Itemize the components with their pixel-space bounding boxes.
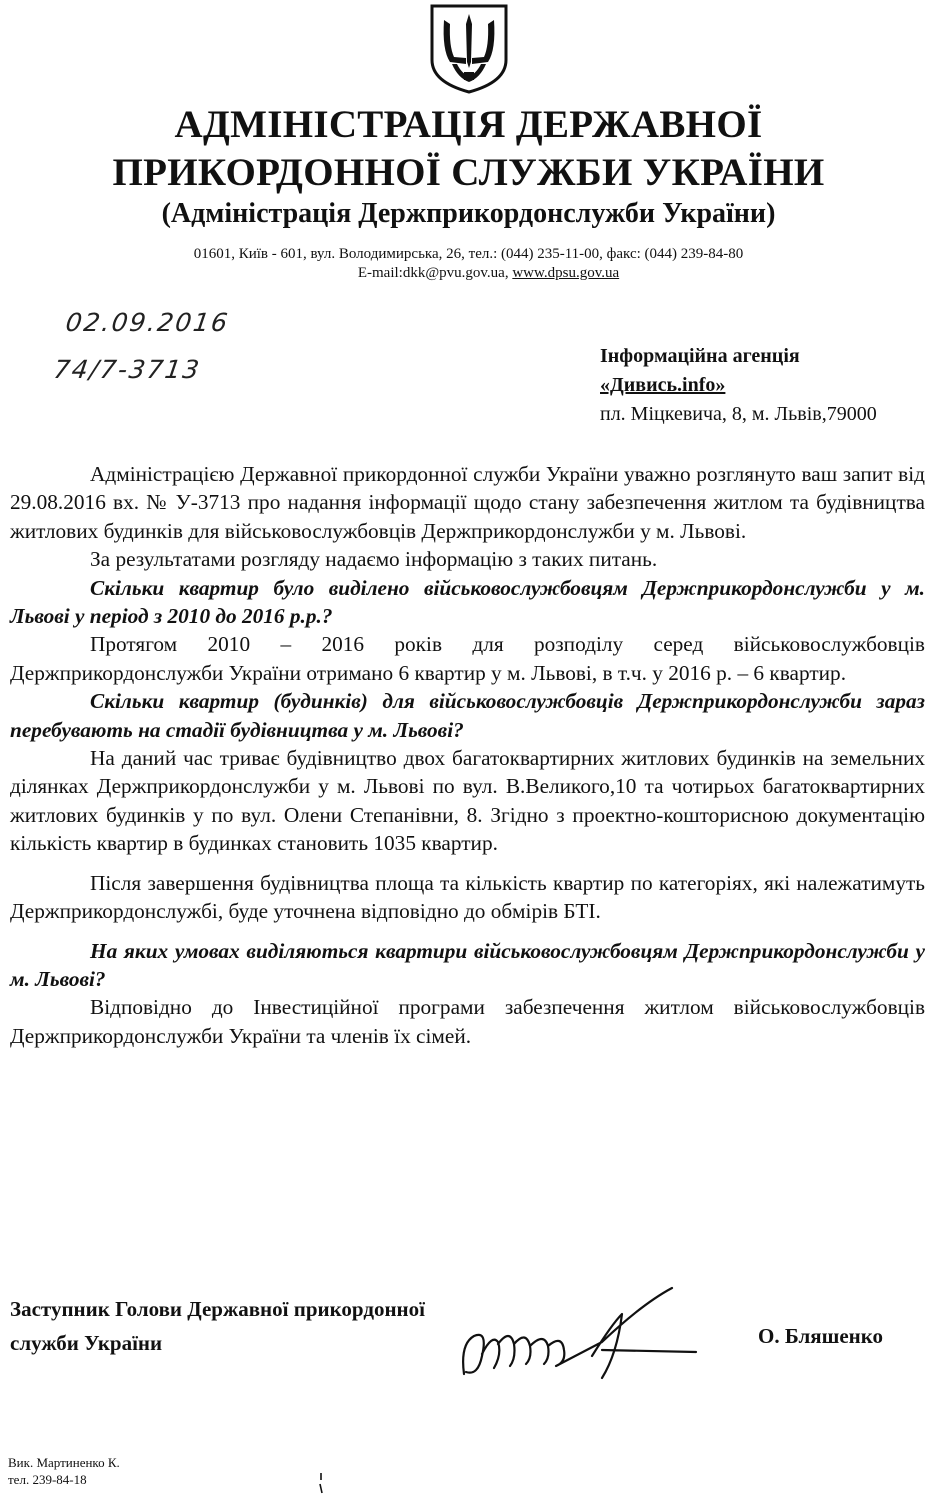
org-title-line1: АДМІНІСТРАЦІЯ ДЕРЖАВНОЇ <box>174 103 763 146</box>
email-link[interactable]: dkk@pvu.gov.ua <box>402 265 505 281</box>
paragraph-intro: Адміністрацією Державної прикордонної служби України уважно розглянуто ваш запит від 29.08.2016 вх. № У-3713 про надання інформації щодо стану забезпечення житлом та будівництва житлових будинків для військовослужбовців Держприкордонслужби у м. Львові. <box>10 462 925 543</box>
position-line2: служби України <box>10 1331 163 1355</box>
executor-phone: тел. 239-84-18 <box>8 1472 87 1487</box>
recipient-name: Інформаційна агенція <box>600 345 800 367</box>
trident-coat-of-arms-icon <box>428 2 510 94</box>
org-title-line2: ПРИКОРДОННОЇ СЛУЖБИ УКРАЇНИ <box>112 151 825 194</box>
address-line: 01601, Київ - 601, вул. Володимирська, 26, тел.: (044) 235-11-00, факс: (044) 239-84-80 <box>193 246 744 262</box>
answer-3: Після завершення будівництва площа та кількість квартир по категоріях, які належатимуть Держприкордонслужбі, буде уточнена відповідно до обмірів БТІ. <box>10 870 925 924</box>
org-short-title: (Адміністрація Держприкордонслужби України) <box>161 198 776 229</box>
registration-number: 74/7-3713 <box>51 355 203 384</box>
recipient-block <box>600 342 877 429</box>
answer-4: Відповідно до Інвестиційної програми забезпечення житлом військовослужбовців Держприкордонслужби України та членів їх сімей. <box>10 995 925 1048</box>
paragraph-results: За результатами розгляду надаємо інформацію з таких питань. <box>90 547 658 572</box>
recipient-address: пл. Міцкевича, 8, м. Львів,79000 <box>600 403 877 425</box>
registration-date: 02.09.2016 <box>63 308 232 337</box>
recipient-agency: «Дивись.info» <box>600 374 726 396</box>
letter-body <box>10 460 925 1050</box>
email-prefix: E-mail: <box>357 265 403 281</box>
question-1: Скільки квартир було виділено військовослужбовцям Держприкордонслужби у м. Львові у період з 2010 до 2016 р.р.? <box>10 575 925 629</box>
contact-line <box>0 264 937 283</box>
signatory-name: О. Бляшенко <box>758 1324 884 1348</box>
handwritten-signature-icon <box>452 1284 702 1392</box>
address-block <box>0 245 937 283</box>
answer-2: На даний час триває будівництво двох багатоквартирних житлових будинків на земельних ділянках Держприкордонслужби у м. Львові по вул. В.Великого,10 та чотирьох багатоквартирних житлових будинків у по вул. Олени Степанівни, 8. Згідно з проектно-кошторисною документацію кількість квартир в будинках становить 1035 квартир. <box>10 746 925 856</box>
signatory-position <box>10 1292 425 1360</box>
website-link[interactable]: www.dpsu.gov.ua <box>512 265 620 281</box>
page-mark-icon <box>318 1472 324 1494</box>
answer-1: Протягом 2010 – 2016 років для розподілу серед військовослужбовців Держприкордонслужби України отримано 6 квартир у м. Львові, в т.ч. у 2016 р. – 6 квартир. <box>10 632 925 685</box>
contact-separator: , <box>504 265 513 281</box>
executor-name: Вик. Мартиненко К. <box>8 1455 120 1470</box>
executor-block <box>8 1454 120 1488</box>
question-3: На яких умовах виділяються квартири військовослужбовцям Держприкордонслужби у м. Львові? <box>10 938 925 991</box>
position-line1: Заступник Голови Державної прикордонної <box>10 1297 425 1321</box>
question-2: Скільки квартир (будинків) для військовослужбовців Держприкордонслужби зараз перебувають на стадії будівництва у м. Львові? <box>10 689 925 742</box>
